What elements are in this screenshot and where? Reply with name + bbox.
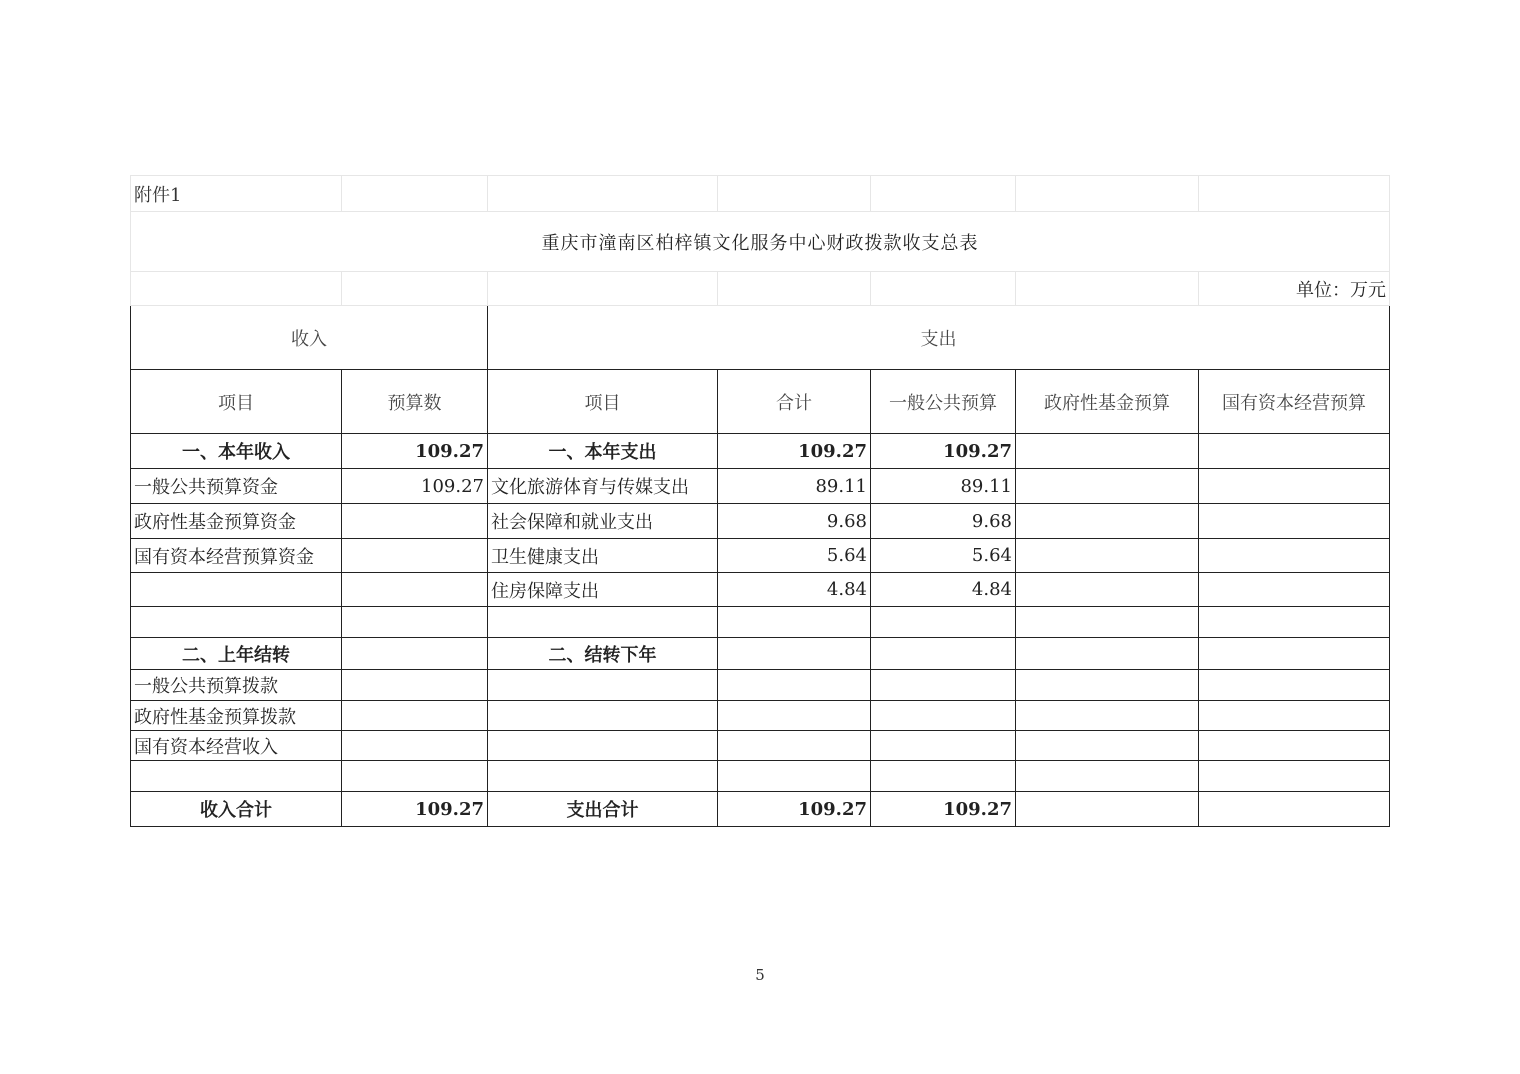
expense-item: 一、本年支出 (488, 434, 718, 469)
attachment-label: 附件1 (131, 176, 342, 212)
expense-total-label: 支出合计 (488, 792, 718, 827)
expense-gov-fund (1016, 504, 1199, 539)
expense-general (871, 607, 1016, 638)
income-total-amount: 109.27 (342, 792, 488, 827)
table-row (131, 701, 1390, 731)
income-item: 二、上年结转 (131, 638, 342, 670)
expense-total: 9.68 (718, 504, 871, 539)
table-row (131, 731, 1390, 761)
expense-gov-fund (1016, 469, 1199, 504)
expense-state-capital (1199, 469, 1390, 504)
income-amount (342, 731, 488, 761)
table-row (131, 434, 1390, 469)
table-row (131, 504, 1390, 539)
expense-general (871, 638, 1016, 670)
expense-gov-fund (1016, 638, 1199, 670)
expense-total: 109.27 (718, 792, 871, 827)
expense-state-capital (1199, 731, 1390, 761)
income-item: 国有资本经营收入 (131, 731, 342, 761)
income-amount (342, 539, 488, 573)
table-row (131, 638, 1390, 670)
expense-item: 社会保障和就业支出 (488, 504, 718, 539)
income-amount (342, 761, 488, 792)
expense-item: 二、结转下年 (488, 638, 718, 670)
income-amount (342, 573, 488, 607)
income-total-label: 收入合计 (131, 792, 342, 827)
col-general-budget: 一般公共预算 (871, 370, 1016, 434)
expense-general (871, 670, 1016, 701)
expense-general (871, 701, 1016, 731)
expense-gov-fund (1016, 761, 1199, 792)
expense-state-capital (1199, 638, 1390, 670)
expense-general: 5.64 (871, 539, 1016, 573)
budget-sheet (130, 175, 1390, 827)
expense-item (488, 731, 718, 761)
expense-item: 文化旅游体育与传媒支出 (488, 469, 718, 504)
income-item: 一般公共预算拨款 (131, 670, 342, 701)
expense-total (718, 731, 871, 761)
expense-item (488, 701, 718, 731)
col-state-capital-budget: 国有资本经营预算 (1199, 370, 1390, 434)
expense-gov-fund (1016, 539, 1199, 573)
col-gov-fund-budget: 政府性基金预算 (1016, 370, 1199, 434)
expense-gov-fund (1016, 792, 1199, 827)
expense-state-capital (1199, 539, 1390, 573)
expense-total (718, 761, 871, 792)
expense-total (718, 607, 871, 638)
expense-total (718, 670, 871, 701)
expense-state-capital (1199, 434, 1390, 469)
expense-gov-fund (1016, 607, 1199, 638)
expense-gov-fund (1016, 434, 1199, 469)
page-number: 5 (755, 966, 765, 984)
expense-gov-fund (1016, 731, 1199, 761)
expense-gov-fund (1016, 701, 1199, 731)
expense-total (718, 701, 871, 731)
expense-gov-fund (1016, 670, 1199, 701)
expense-total: 4.84 (718, 573, 871, 607)
income-amount: 109.27 (342, 469, 488, 504)
expense-general: 109.27 (871, 792, 1016, 827)
expense-gov-fund (1016, 573, 1199, 607)
expense-state-capital (1199, 504, 1390, 539)
expense-state-capital (1199, 792, 1390, 827)
unit-row (131, 272, 1390, 306)
col-income-item: 项目 (131, 370, 342, 434)
income-group-header: 收入 (131, 306, 488, 370)
income-amount (342, 701, 488, 731)
expense-item: 住房保障支出 (488, 573, 718, 607)
expense-total (718, 638, 871, 670)
attachment-row (131, 176, 1390, 212)
title-row (131, 212, 1390, 272)
income-amount (342, 504, 488, 539)
unit-label: 单位：万元 (1199, 272, 1390, 306)
table-row (131, 761, 1390, 792)
income-amount (342, 638, 488, 670)
income-amount (342, 670, 488, 701)
expense-general: 9.68 (871, 504, 1016, 539)
expense-total: 109.27 (718, 434, 871, 469)
table-row (131, 607, 1390, 638)
expense-state-capital (1199, 573, 1390, 607)
expense-item (488, 670, 718, 701)
page-title: 重庆市潼南区柏梓镇文化服务中心财政拨款收支总表 (131, 212, 1390, 272)
income-item (131, 573, 342, 607)
income-item: 政府性基金预算资金 (131, 504, 342, 539)
expense-item (488, 761, 718, 792)
expense-general: 89.11 (871, 469, 1016, 504)
expense-group-header: 支出 (488, 306, 1390, 370)
table-row (131, 670, 1390, 701)
income-item (131, 607, 342, 638)
table-body (131, 306, 1390, 827)
col-expense-item: 项目 (488, 370, 718, 434)
table-row (131, 539, 1390, 573)
expense-general: 109.27 (871, 434, 1016, 469)
expense-item: 卫生健康支出 (488, 539, 718, 573)
group-header-row (131, 306, 1390, 370)
expense-item (488, 607, 718, 638)
expense-total: 5.64 (718, 539, 871, 573)
expense-general (871, 761, 1016, 792)
expense-state-capital (1199, 670, 1390, 701)
expense-state-capital (1199, 701, 1390, 731)
table-row (131, 469, 1390, 504)
expense-general (871, 731, 1016, 761)
income-item (131, 761, 342, 792)
totals-row (131, 792, 1390, 827)
col-income-budget: 预算数 (342, 370, 488, 434)
table-row (131, 573, 1390, 607)
column-header-row (131, 370, 1390, 434)
income-amount: 109.27 (342, 434, 488, 469)
expense-state-capital (1199, 607, 1390, 638)
expense-total: 89.11 (718, 469, 871, 504)
income-item: 国有资本经营预算资金 (131, 539, 342, 573)
income-item: 一般公共预算资金 (131, 469, 342, 504)
income-amount (342, 607, 488, 638)
income-item: 一、本年收入 (131, 434, 342, 469)
expense-state-capital (1199, 761, 1390, 792)
expense-general: 4.84 (871, 573, 1016, 607)
income-item: 政府性基金预算拨款 (131, 701, 342, 731)
col-total: 合计 (718, 370, 871, 434)
